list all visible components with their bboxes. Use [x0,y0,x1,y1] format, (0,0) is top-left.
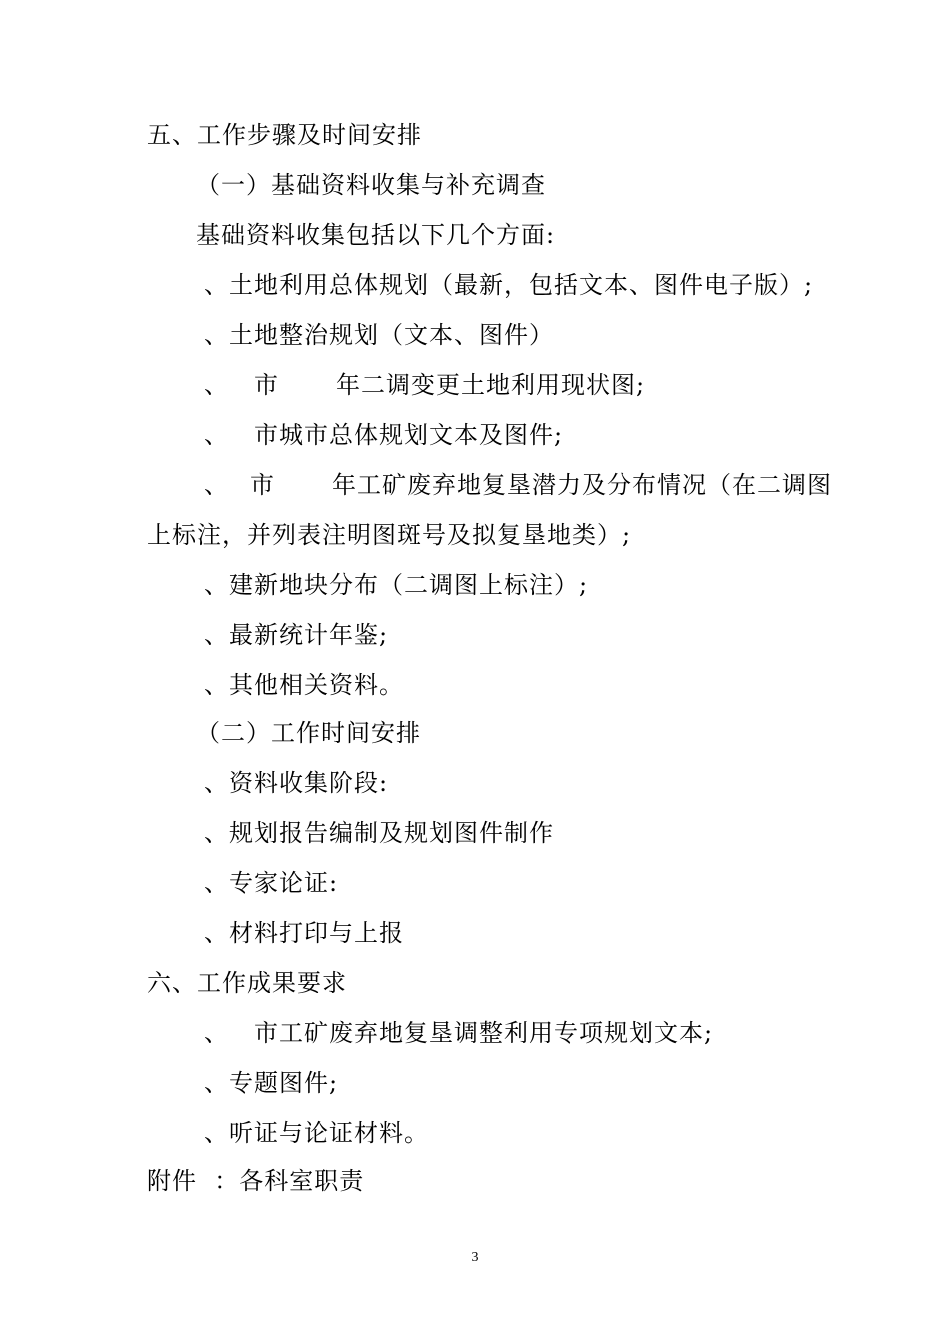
list-item-yearbook: 、最新统计年鉴; [204,621,389,649]
list-item-land-consolidation-plan: 、土地整治规划（文本、图件） [204,321,554,349]
section-5-heading: 五、工作步骤及时间安排 [147,121,422,149]
list-item-other: 、其他相关资料。 [204,671,404,699]
attachment-line: 附件 ：各科室职责 [147,1167,365,1195]
subsection-2-heading: （二）工作时间安排 [196,719,421,747]
list-item-potential-mark: 、 [204,471,229,499]
list-item-potential-text: 年工矿废弃地复垦潜力及分布情况（在二调图 [332,471,832,499]
step-collection: 、资料收集阶段: [204,769,389,797]
list-item-potential-continuation: 上标注，并列表注明图斑号及拟复垦地类）; [147,521,632,549]
step-expert: 、专家论证: [204,869,339,897]
step-report: 、规划报告编制及规划图件制作 [204,819,554,847]
section-6-heading: 六、工作成果要求 [147,969,347,997]
result-maps: 、专题图件; [204,1069,339,1097]
list-item-new-plots: 、建新地块分布（二调图上标注）; [204,571,589,599]
intro-text: 基础资料收集包括以下几个方面: [196,221,556,249]
result-text-mark: 、 [204,1019,229,1047]
list-item-urban-plan-mark: 、 [204,421,229,449]
list-item-status-map-mark: 、 [204,371,229,399]
list-item-status-map-text: 年二调变更土地利用现状图; [336,371,646,399]
result-hearing: 、听证与论证材料。 [204,1119,429,1147]
page-number: 3 [471,1250,479,1265]
list-item-urban-plan-text: 市城市总体规划文本及图件; [254,421,564,449]
step-print: 、材料打印与上报 [204,919,404,947]
result-text: 市工矿废弃地复垦调整利用专项规划文本; [254,1019,714,1047]
list-item-potential-city: 市 [250,471,275,499]
list-item-land-use-plan: 、土地利用总体规划（最新，包括文本、图件电子版）; [204,271,814,299]
subsection-1-heading: （一）基础资料收集与补充调查 [196,171,546,199]
list-item-status-map-city: 市 [254,371,279,399]
